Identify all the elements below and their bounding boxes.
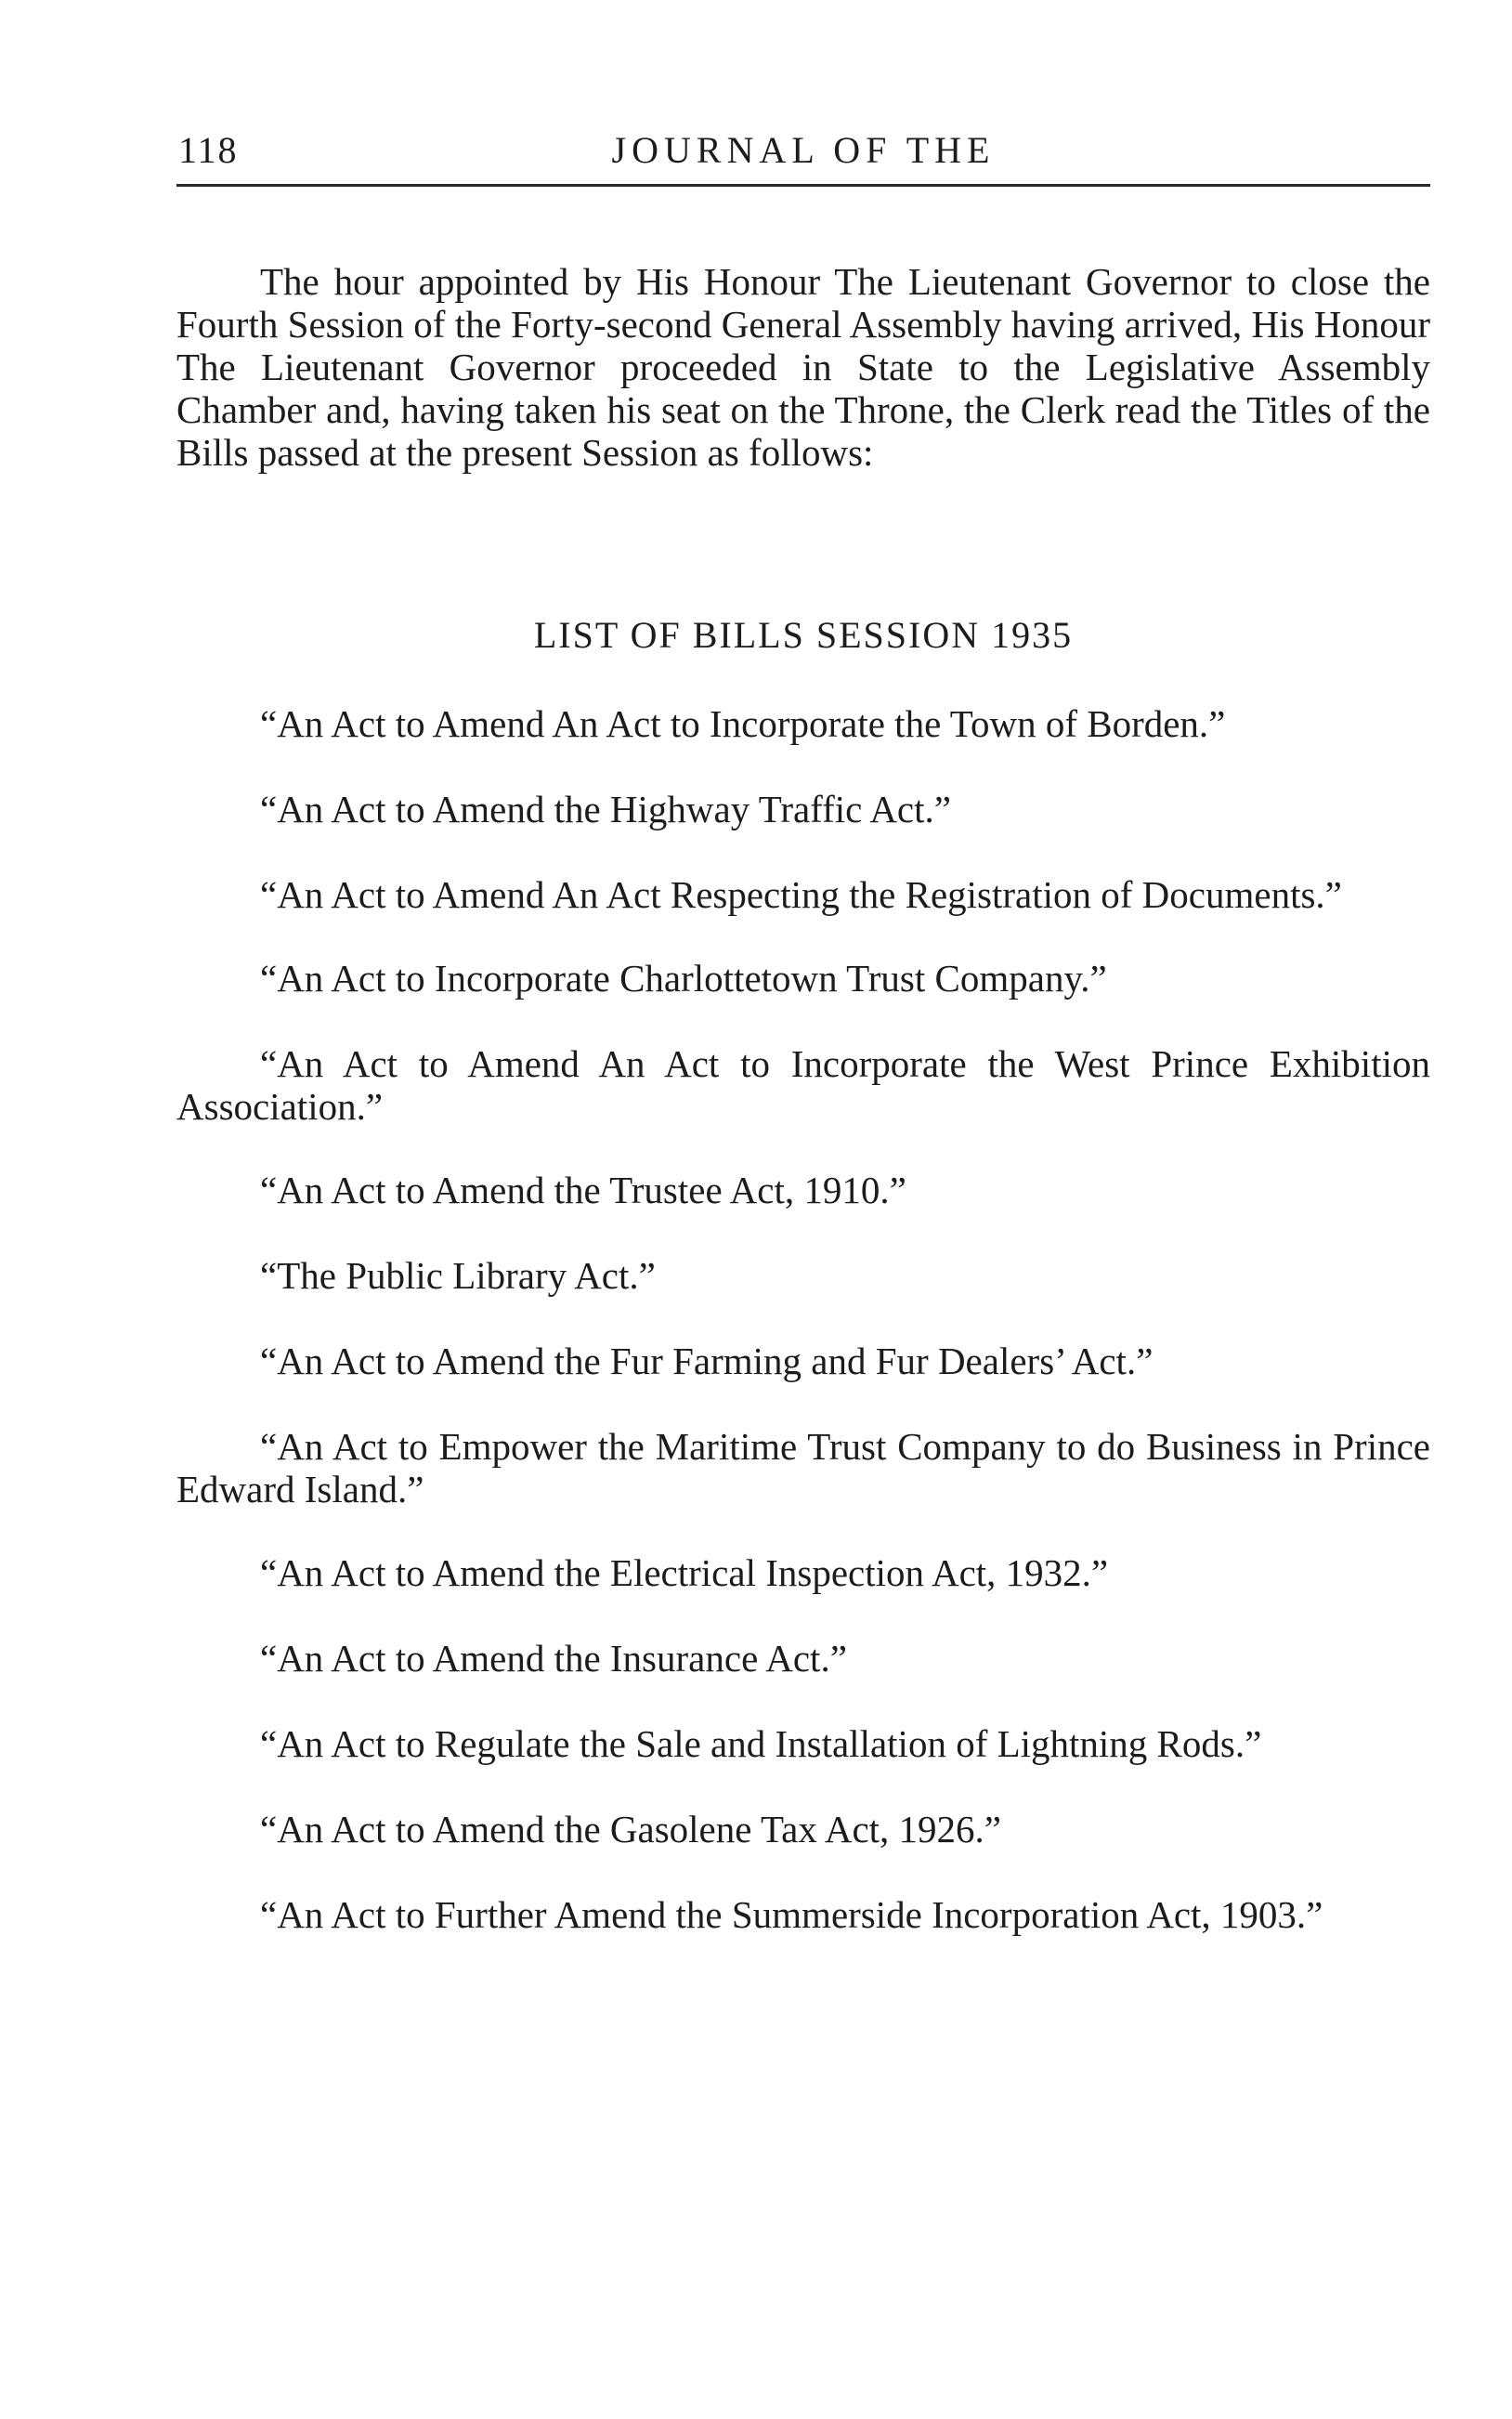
bill-title: “An Act to Amend the Insurance Act.” bbox=[260, 1637, 847, 1680]
bill-title: “An Act to Regulate the Sale and Installation of Lightning Rods.” bbox=[260, 1722, 1262, 1765]
bill-title: “An Act to Amend the Highway Traffic Act.” bbox=[260, 788, 951, 830]
bill-title: “The Public Library Act.” bbox=[260, 1254, 656, 1297]
header-rule bbox=[176, 184, 1430, 187]
bill-list bbox=[176, 702, 1430, 1977]
bill-title: “An Act to Amend the Fur Farming and Fur Dealers’ Act.” bbox=[260, 1340, 1154, 1382]
bill-title: “An Act to Amend the Gasolene Tax Act, 1926.” bbox=[260, 1808, 1001, 1850]
page-header bbox=[176, 119, 1430, 175]
bill-title: “An Act to Further Amend the Summerside Incorporation Act, 1903.” bbox=[260, 1893, 1323, 1936]
page-number: 118 bbox=[178, 129, 239, 171]
bill-title: “An Act to Amend An Act to Incorporate the Town of Borden.” bbox=[260, 702, 1226, 745]
bill-title: “An Act to Empower the Maritime Trust Company to do Business in Prince Edward Island.” bbox=[176, 1425, 1430, 1510]
bill-title: “An Act to Amend An Act to Incorporate the West Prince Exhibition Association.” bbox=[176, 1042, 1430, 1128]
intro-paragraph: The hour appointed by His Honour The Lieutenant Governor to close the Fourth Session of the Forty-second General Assembly having arrived, His Honour The Lieutenant Governor proceeded in State to the Legislative Assembly Chamber and, having taken his seat on the Throne, the Clerk read the Titles of the Bills passed at the present Session as follows: bbox=[176, 260, 1430, 474]
bill-title: “An Act to Amend An Act Respecting the Registration of Documents.” bbox=[260, 873, 1342, 916]
bill-title: “An Act to Incorporate Charlottetown Trust Company.” bbox=[260, 957, 1107, 1000]
running-head: JOURNAL OF THE bbox=[611, 129, 996, 171]
bill-title: “An Act to Amend the Trustee Act, 1910.” bbox=[260, 1169, 906, 1211]
bill-title: “An Act to Amend the Electrical Inspection Act, 1932.” bbox=[260, 1551, 1109, 1594]
list-heading: LIST OF BILLS SESSION 1935 bbox=[533, 614, 1074, 656]
